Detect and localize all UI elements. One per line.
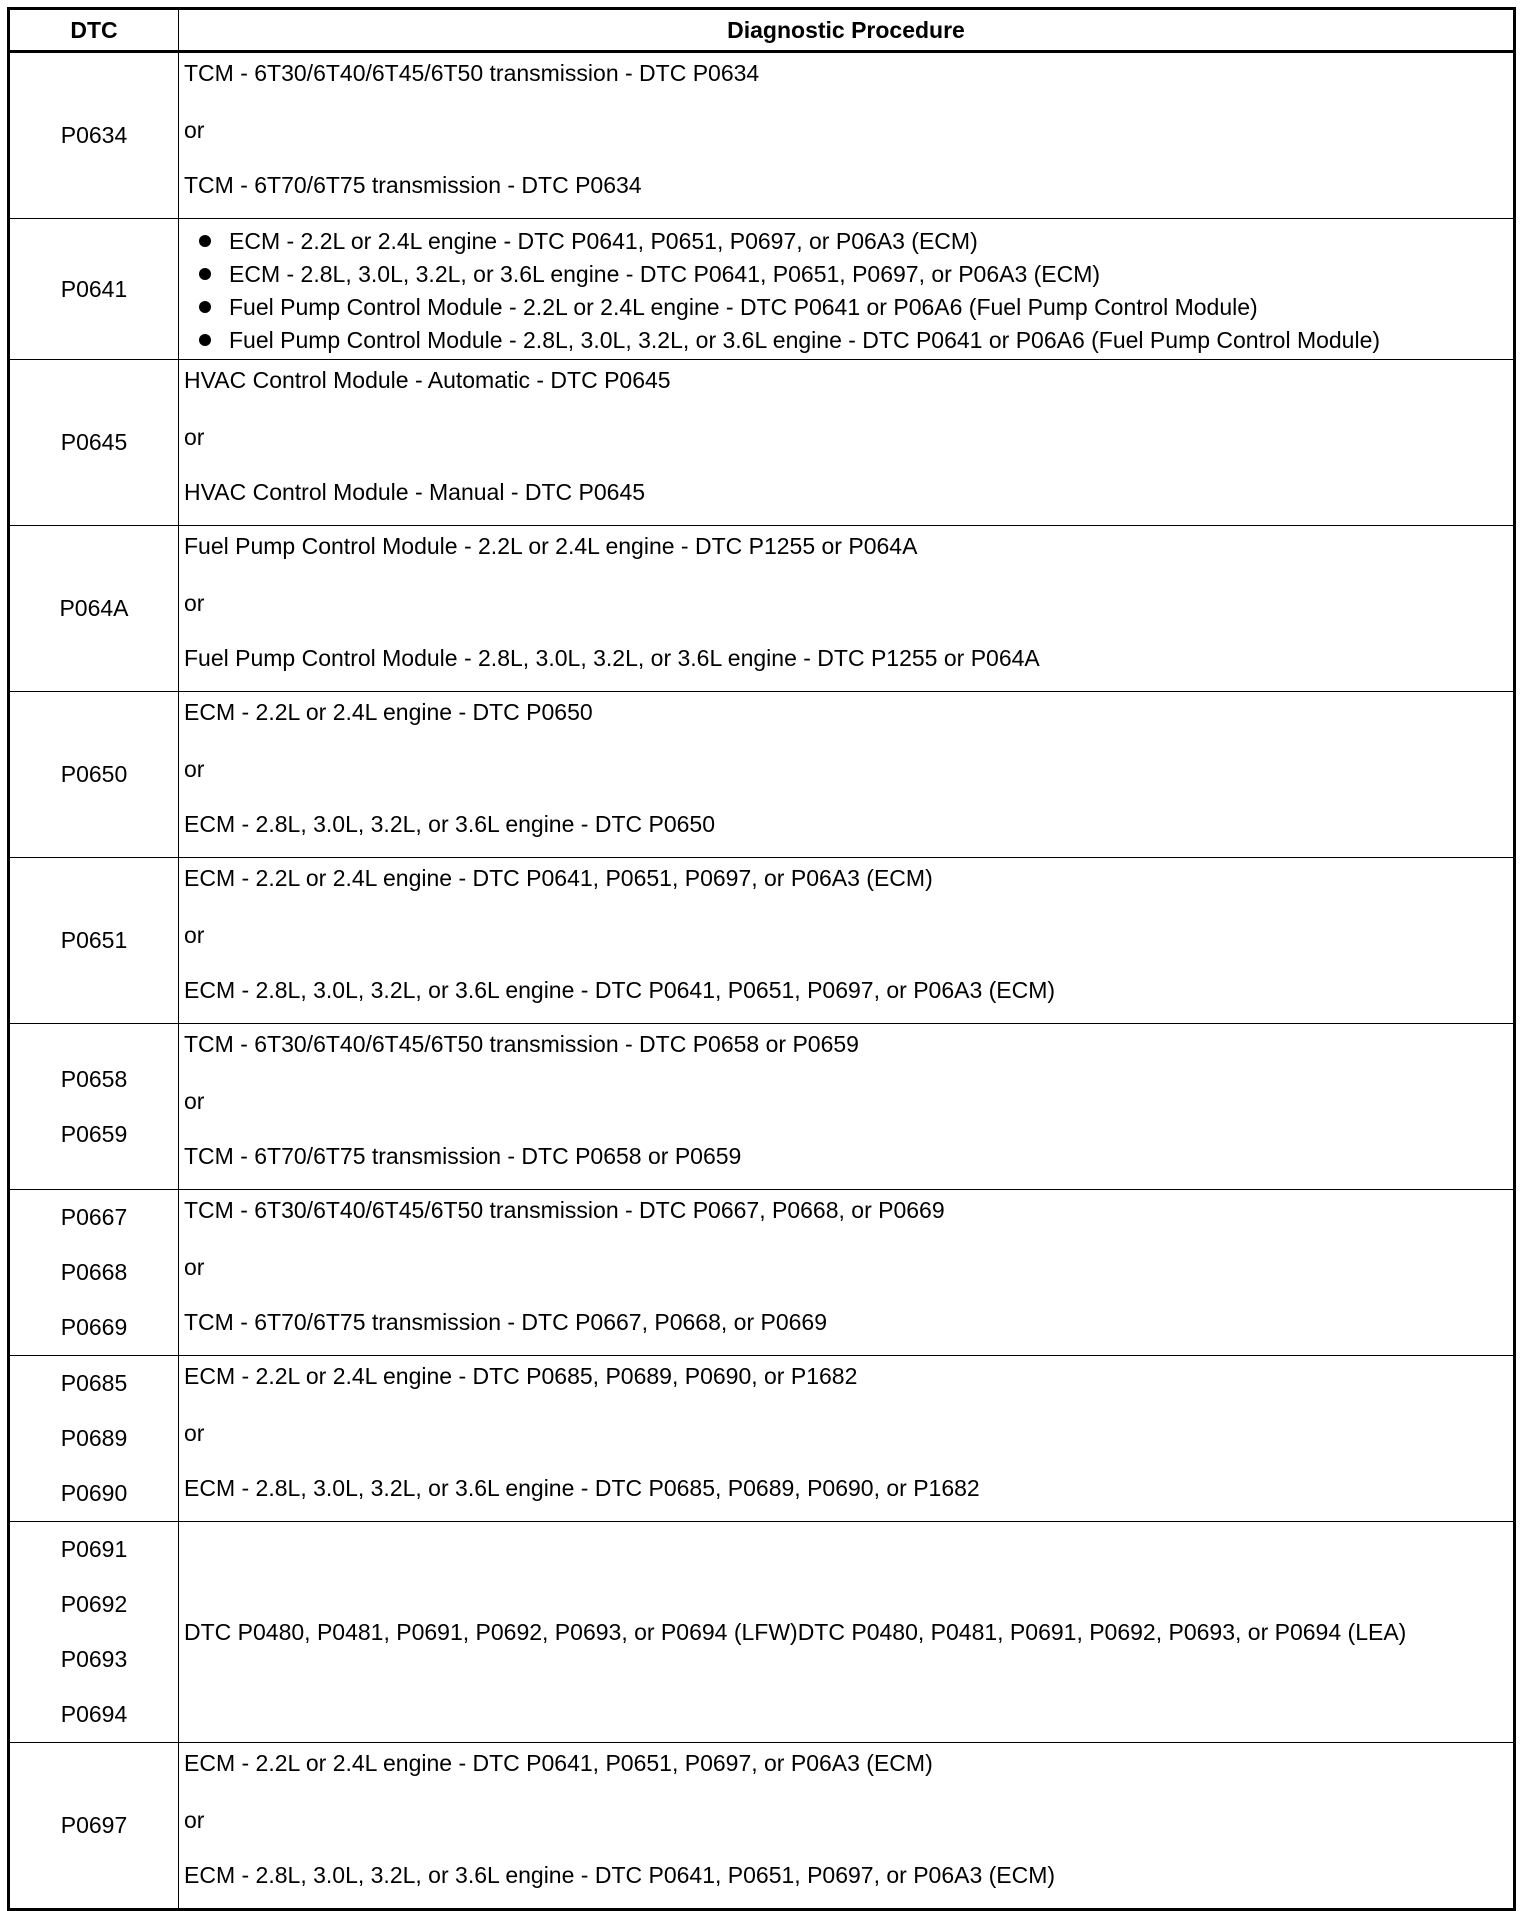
procedure-line: ECM - 2.8L, 3.0L, 3.2L, or 3.6L engine - DTC P0641, P0651, P0697, or P06A3 (ECM)	[184, 977, 1056, 1003]
procedure-line: ECM - 2.2L or 2.4L engine - DTC P0641, P0651, P0697, or P06A3 (ECM)	[184, 865, 933, 891]
procedure-line: ECM - 2.8L, 3.0L, 3.2L, or 3.6L engine - DTC P0650	[184, 811, 715, 837]
dtc-table	[7, 7, 1516, 1911]
table-body	[9, 52, 1515, 1910]
header-dtc: DTC	[9, 9, 179, 52]
procedure-cell	[179, 1356, 1515, 1522]
procedure-line: TCM - 6T70/6T75 transmission - DTC P0634	[184, 172, 642, 198]
dtc-cell	[9, 526, 179, 692]
dtc-code: P0651	[60, 927, 128, 953]
procedure-cell	[179, 1743, 1515, 1910]
procedure-cell	[179, 219, 1515, 360]
dtc-code: P0669	[60, 1314, 128, 1340]
procedure-or: or	[184, 590, 205, 616]
procedure-line: ECM - 2.2L or 2.4L engine - DTC P0650	[184, 699, 593, 725]
procedure-line: TCM - 6T70/6T75 transmission - DTC P0658 or P0659	[184, 1143, 742, 1169]
table-row	[9, 1743, 1515, 1910]
bullet-icon	[199, 268, 211, 280]
table-row	[9, 1024, 1515, 1190]
procedure-or: or	[184, 1420, 205, 1446]
procedure-or: or	[184, 756, 205, 782]
dtc-code: P0691	[60, 1536, 128, 1562]
dtc-cell	[9, 1522, 179, 1743]
dtc-code: P0693	[60, 1646, 128, 1672]
procedure-or: or	[184, 117, 205, 143]
procedure-line: ECM - 2.8L, 3.0L, 3.2L, or 3.6L engine - DTC P0641, P0651, P0697, or P06A3 (ECM)	[184, 1862, 1056, 1888]
procedure-or: or	[184, 1807, 205, 1833]
table-row	[9, 1522, 1515, 1743]
list-item	[199, 324, 1513, 357]
dtc-cell	[9, 52, 179, 219]
procedure-line: HVAC Control Module - Manual - DTC P0645	[184, 479, 646, 505]
dtc-cell	[9, 360, 179, 526]
table-row	[9, 219, 1515, 360]
dtc-code: P0645	[60, 429, 128, 455]
procedure-cell	[179, 1024, 1515, 1190]
dtc-code: P0641	[60, 275, 128, 302]
dtc-code: P064A	[59, 595, 129, 621]
procedure-line: ECM - 2.2L or 2.4L engine - DTC P0641, P0651, P0697, or P06A3 (ECM)	[184, 1750, 933, 1776]
table-header-row	[9, 9, 1515, 52]
procedure-cell	[179, 52, 1515, 219]
bullet-icon	[199, 301, 211, 313]
procedure-cell	[179, 526, 1515, 692]
bullet-text: Fuel Pump Control Module - 2.8L, 3.0L, 3.2L, or 3.6L engine - DTC P0641 or P06A6 (Fuel Pump Control Module)	[229, 327, 1381, 353]
bullet-icon	[199, 235, 211, 247]
bullet-icon	[199, 334, 211, 346]
procedure-line: HVAC Control Module - Automatic - DTC P0645	[184, 367, 671, 393]
dtc-cell	[9, 1024, 179, 1190]
procedure-line: TCM - 6T30/6T40/6T45/6T50 transmission - DTC P0634	[184, 60, 760, 86]
dtc-code: P0690	[60, 1480, 128, 1506]
dtc-cell	[9, 219, 179, 360]
header-procedure: Diagnostic Procedure	[179, 9, 1515, 52]
dtc-code: P0668	[60, 1259, 128, 1285]
dtc-code: P0685	[60, 1370, 128, 1396]
dtc-code: P0689	[60, 1425, 128, 1451]
procedure-line: TCM - 6T30/6T40/6T45/6T50 transmission - DTC P0658 or P0659	[184, 1031, 859, 1057]
procedure-or: or	[184, 922, 205, 948]
procedure-bullet-list	[179, 225, 1513, 357]
procedure-line: TCM - 6T30/6T40/6T45/6T50 transmission - DTC P0667, P0668, or P0669	[184, 1197, 945, 1223]
procedure-or: or	[184, 424, 205, 450]
dtc-code: P0634	[60, 122, 128, 148]
table-row	[9, 52, 1515, 219]
procedure-cell	[179, 1190, 1515, 1356]
procedure-cell	[179, 1522, 1515, 1743]
dtc-cell	[9, 692, 179, 858]
bullet-text: Fuel Pump Control Module - 2.2L or 2.4L engine - DTC P0641 or P06A6 (Fuel Pump Control Module)	[229, 294, 1258, 320]
procedure-or: or	[184, 1254, 205, 1280]
dtc-document	[7, 7, 1513, 1911]
procedure-text: DTC P0480, P0481, P0691, P0692, P0693, or P0694 (LFW)DTC P0480, P0481, P0691, P0692, P0693, or P0694 (LEA)	[184, 1619, 1407, 1645]
dtc-code: P0650	[60, 761, 128, 787]
procedure-line: Fuel Pump Control Module - 2.8L, 3.0L, 3.2L, or 3.6L engine - DTC P1255 or P064A	[184, 645, 1040, 671]
bullet-text: ECM - 2.2L or 2.4L engine - DTC P0641, P0651, P0697, or P06A3 (ECM)	[229, 228, 978, 254]
dtc-code: P0659	[60, 1120, 128, 1147]
list-item	[199, 258, 1513, 291]
table-row	[9, 692, 1515, 858]
procedure-line: Fuel Pump Control Module - 2.2L or 2.4L engine - DTC P1255 or P064A	[184, 533, 918, 559]
dtc-cell	[9, 1190, 179, 1356]
procedure-line: ECM - 2.8L, 3.0L, 3.2L, or 3.6L engine - DTC P0685, P0689, P0690, or P1682	[184, 1475, 980, 1501]
dtc-code: P0692	[60, 1591, 128, 1617]
table-row	[9, 1356, 1515, 1522]
dtc-code: P0694	[60, 1701, 128, 1727]
table-row	[9, 526, 1515, 692]
procedure-line: ECM - 2.2L or 2.4L engine - DTC P0685, P0689, P0690, or P1682	[184, 1363, 858, 1389]
list-item	[199, 291, 1513, 324]
procedure-line: TCM - 6T70/6T75 transmission - DTC P0667, P0668, or P0669	[184, 1309, 828, 1335]
dtc-cell	[9, 1743, 179, 1910]
dtc-code: P0697	[60, 1812, 128, 1838]
table-row	[9, 1190, 1515, 1356]
procedure-or: or	[184, 1088, 205, 1114]
procedure-cell	[179, 692, 1515, 858]
table-row	[9, 858, 1515, 1024]
dtc-code: P0658	[60, 1065, 128, 1092]
bullet-text: ECM - 2.8L, 3.0L, 3.2L, or 3.6L engine - DTC P0641, P0651, P0697, or P06A3 (ECM)	[229, 261, 1101, 287]
dtc-cell	[9, 858, 179, 1024]
dtc-cell	[9, 1356, 179, 1522]
list-item	[199, 225, 1513, 258]
dtc-code: P0667	[60, 1204, 128, 1230]
procedure-cell	[179, 360, 1515, 526]
table-row	[9, 360, 1515, 526]
procedure-cell	[179, 858, 1515, 1024]
